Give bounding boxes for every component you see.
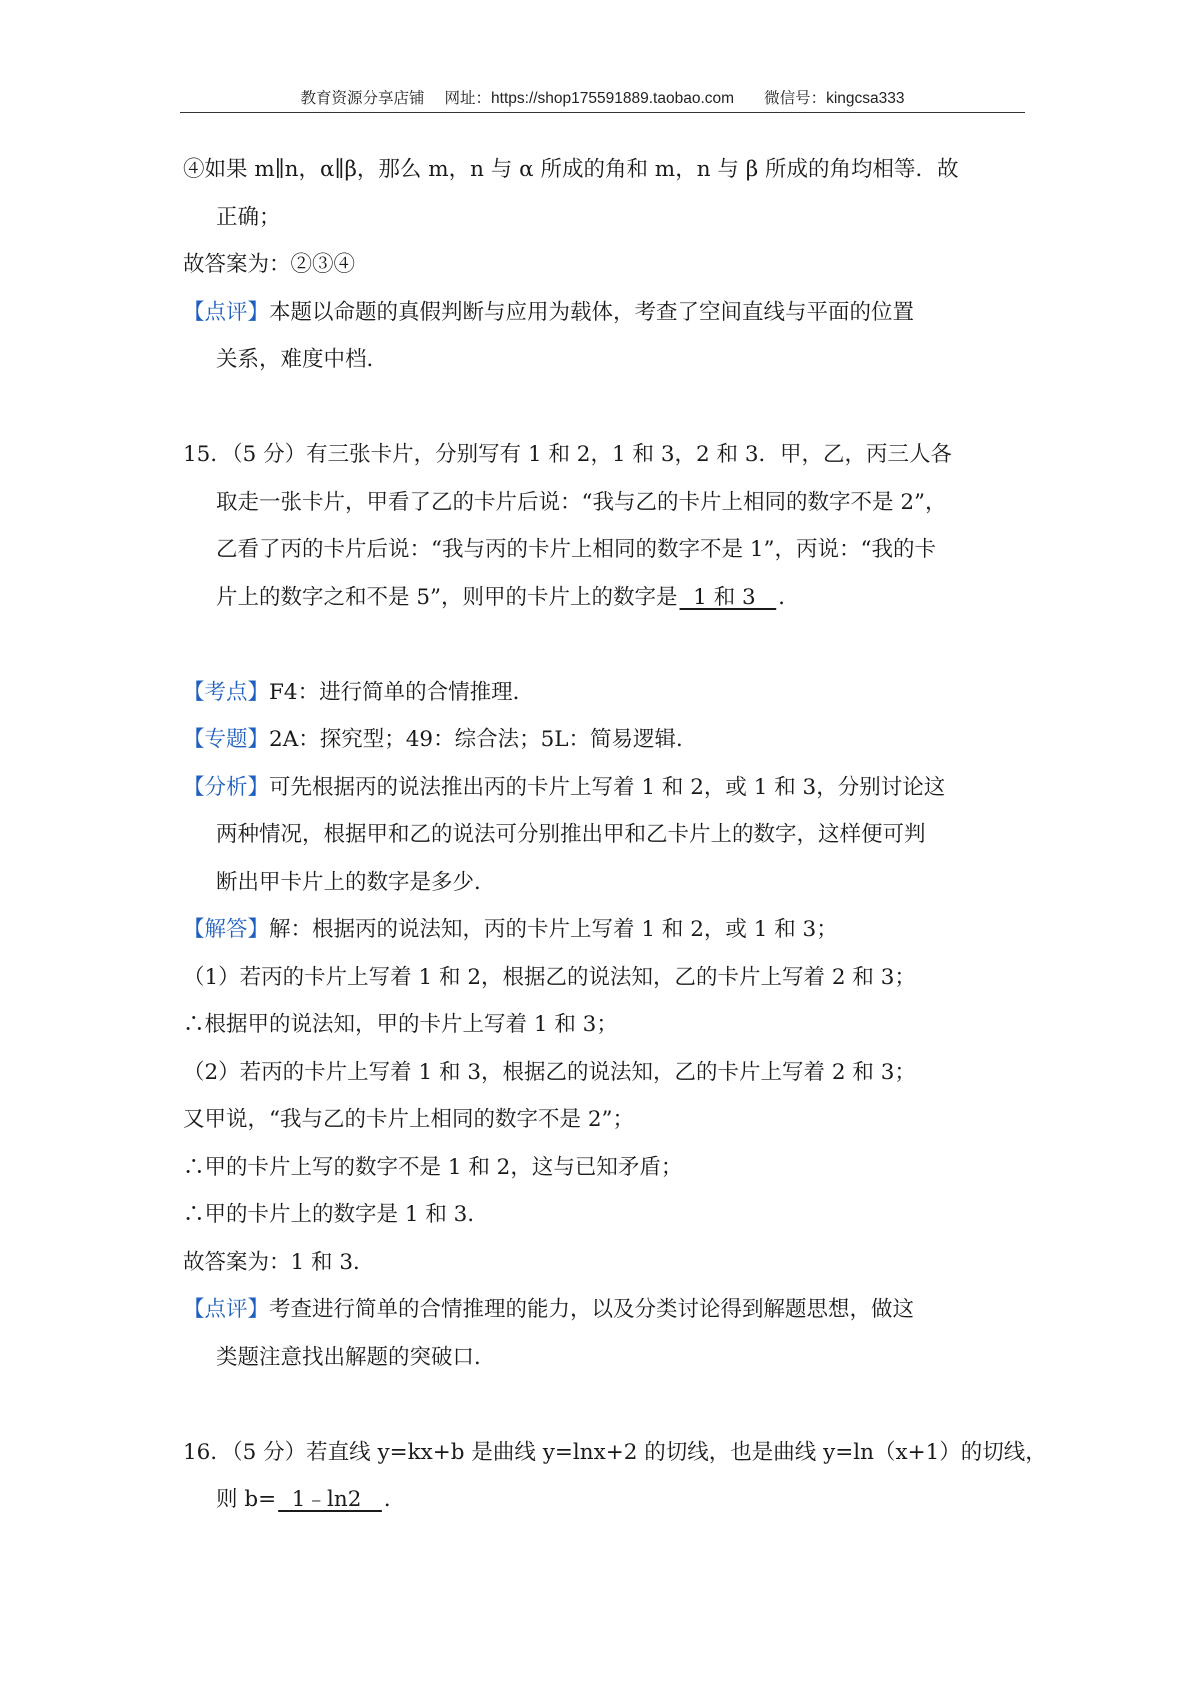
header-shop-name: 教育资源分享店铺 [300, 90, 425, 107]
spacer [183, 1381, 1025, 1429]
q15-fenxi-tag: 【分析】 [183, 774, 270, 800]
q15-comment-tag: 【点评】 [183, 1297, 270, 1322]
q14-item4-line1: ④如果 m∥n，α∥β，那么 m，n 与 α 所成的角和 m，n 与 β 所成的角均相等．故 [183, 157, 959, 182]
q15-jieda-line5: 又甲说，“我与乙的卡片上相同的数字不是 2”； [183, 1107, 634, 1132]
q15-line2: 取走一张卡片，甲看了乙的卡片后说：“我与乙的卡片上相同的数字不是 2”， [216, 489, 947, 515]
document-body [183, 146, 1047, 1524]
q15-comment-line1 [183, 1286, 1025, 1334]
q15-jieda-text1: 解：根据丙的说法知，丙的卡片上写着 1 和 2，或 1 和 3； [269, 917, 838, 942]
q16-line2 [183, 1476, 1025, 1524]
q14-answer: 故答案为：②③④ [183, 252, 356, 277]
q14-comment-text1: 本题以命题的真假判断与应用为载体，考查了空间直线与平面的位置 [269, 299, 915, 325]
q15-fenxi-line1 [183, 764, 1025, 812]
header-site-label: 网址： [444, 90, 492, 107]
q15-zhuanti-tag: 【专题】 [183, 727, 270, 752]
q15-kaodian [183, 669, 1025, 717]
q15-zhuanti [183, 716, 1025, 764]
q15-jieda-line2: （1）若丙的卡片上写着 1 和 2，根据乙的说法知，乙的卡片上写着 2 和 3； [183, 964, 916, 990]
header-wechat-label: 微信号： [764, 90, 827, 107]
header-rule [180, 112, 1025, 113]
header-wechat-id: kingcsa333 [826, 90, 905, 107]
q15-line3: 乙看了丙的卡片后说：“我与丙的卡片上相同的数字不是 1”，丙说：“我的卡 [216, 537, 936, 562]
header-site-url[interactable]: https://shop175591889.taobao.com [491, 90, 735, 107]
q16-line2-suffix: ． [383, 1487, 406, 1512]
q14-comment-line2: 关系，难度中档． [216, 347, 389, 372]
q15-line4 [183, 574, 1025, 622]
q15-fenxi-line3: 断出甲卡片上的数字是多少． [216, 869, 496, 895]
q15-zhuanti-text: 2A：探究型；49：综合法；5L：简易逻辑． [269, 727, 698, 752]
q15-jieda-line6: ∴甲的卡片上写的数字不是 1 和 2，这与已知矛盾； [183, 1154, 683, 1180]
q15-jieda-line7: ∴甲的卡片上的数字是 1 和 3． [183, 1202, 489, 1227]
page-header [180, 86, 1025, 108]
spacer [183, 384, 1025, 432]
q15-comment-line2: 类题注意找出解题的突破口． [216, 1344, 496, 1370]
q15-jieda-tag: 【解答】 [183, 917, 270, 942]
q15-answer: 故答案为：1 和 3． [183, 1249, 375, 1275]
q14-comment-line1 [183, 289, 1025, 337]
q16-line1: 16．（5 分）若直线 y=kx+b 是曲线 y=lnx+2 的切线，也是曲线 y=ln（x+1）的切线， [183, 1439, 1047, 1465]
q15-kaodian-text: F4：进行简单的合情推理． [269, 679, 535, 705]
q15-fenxi-line2: 两种情况，根据甲和乙的说法可分别推出甲和乙卡片上的数字，这样便可判 [216, 822, 926, 847]
q15-answer-blank: 1 和 3 [679, 584, 777, 610]
q16-answer-blank: 1﹣ln2 [278, 1487, 382, 1512]
q15-jieda-line4: （2）若丙的卡片上写着 1 和 3，根据乙的说法知，乙的卡片上写着 2 和 3； [183, 1059, 916, 1085]
q15-jieda-line3: ∴根据甲的说法知，甲的卡片上写着 1 和 3； [183, 1012, 618, 1037]
q15-kaodian-tag: 【考点】 [183, 679, 270, 705]
q14-comment-tag: 【点评】 [183, 299, 270, 325]
q14-item4-line2: 正确； [216, 204, 281, 230]
q15-fenxi-text1: 可先根据丙的说法推出丙的卡片上写着 1 和 2，或 1 和 3，分别讨论这 [269, 774, 946, 800]
q15-line1: 15．（5 分）有三张卡片，分别写有 1 和 2，1 和 3，2 和 3．甲，乙，丙三人各 [183, 442, 953, 467]
q15-comment-text1: 考查进行简单的合情推理的能力，以及分类讨论得到解题思想，做这 [269, 1297, 915, 1322]
spacer [183, 621, 1025, 669]
q15-line4-suffix: ． [778, 584, 800, 610]
q15-jieda-line1 [183, 906, 1025, 954]
q15-line4-prefix: 片上的数字之和不是 5”，则甲的卡片上的数字是 [216, 584, 678, 610]
q16-line2-prefix: 则 b= [216, 1487, 277, 1512]
